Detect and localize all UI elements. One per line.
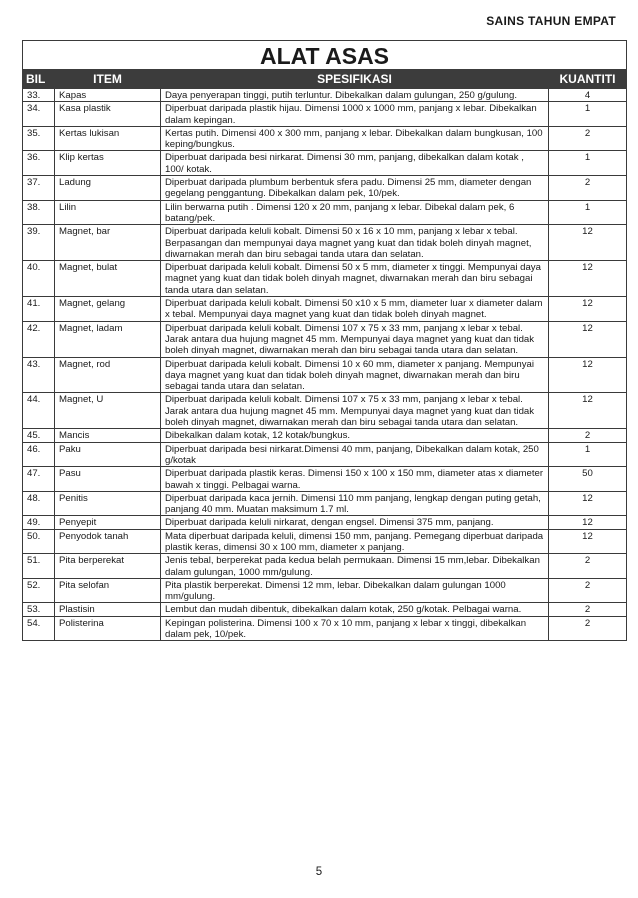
cell-qty: 12 (549, 491, 627, 516)
cell-item: Lilin (55, 200, 161, 225)
cell-qty: 2 (549, 554, 627, 579)
cell-bil: 38. (23, 200, 55, 225)
table-row (23, 603, 627, 616)
table-row (23, 429, 627, 442)
table-row (23, 261, 627, 297)
cell-qty: 2 (549, 126, 627, 151)
cell-qty: 1 (549, 151, 627, 176)
cell-item: Magnet, U (55, 393, 161, 429)
cell-qty: 12 (549, 516, 627, 529)
table-row (23, 467, 627, 492)
table-row (23, 126, 627, 151)
cell-qty: 4 (549, 89, 627, 102)
cell-qty: 2 (549, 603, 627, 616)
table-row (23, 357, 627, 393)
cell-spec: Diperbuat daripada plastik keras. Dimensi 150 x 100 x 150 mm, diameter atas x diameter bawah x tinggi. Pelbagai warna. (161, 467, 549, 492)
table-row (23, 529, 627, 554)
cell-qty: 12 (549, 393, 627, 429)
table-row (23, 321, 627, 357)
cell-qty: 1 (549, 200, 627, 225)
cell-item: Magnet, gelang (55, 297, 161, 322)
table-row (23, 102, 627, 127)
cell-item: Kasa plastik (55, 102, 161, 127)
cell-item: Kertas lukisan (55, 126, 161, 151)
cell-bil: 44. (23, 393, 55, 429)
cell-item: Mancis (55, 429, 161, 442)
cell-qty: 2 (549, 578, 627, 603)
cell-spec: Diperbuat daripada keluli kobalt. Dimensi 107 x 75 x 33 mm, panjang x lebar x tebal. Jarak antara dua hujung magnet 45 mm. Mempunyai daya magnet yang kuat dan tidak boleh dinyah magnet, diwarnakan merah dan biru sebagai tanda utara dan selatan. (161, 321, 549, 357)
column-header-qty: KUANTITI (549, 70, 627, 89)
cell-bil: 41. (23, 297, 55, 322)
cell-bil: 49. (23, 516, 55, 529)
cell-bil: 43. (23, 357, 55, 393)
cell-spec: Kertas putih. Dimensi 400 x 300 mm, panjang x lebar. Dibekalkan dalam bungkusan, 100 keping/bungkus. (161, 126, 549, 151)
cell-qty: 12 (549, 321, 627, 357)
table-row (23, 89, 627, 102)
table-row (23, 151, 627, 176)
cell-qty: 2 (549, 176, 627, 201)
cell-bil: 54. (23, 616, 55, 641)
cell-bil: 51. (23, 554, 55, 579)
cell-spec: Lilin berwarna putih . Dimensi 120 x 20 mm, panjang x lebar. Dibekal dalam pek, 6 batang/pek. (161, 200, 549, 225)
cell-spec: Pita plastik berperekat. Dimensi 12 mm, lebar. Dibekalkan dalam gulungan 1000 mm/gulung. (161, 578, 549, 603)
equipment-table (22, 40, 627, 641)
cell-item: Polisterina (55, 616, 161, 641)
cell-spec: Diperbuat daripada keluli kobalt. Dimensi 50 x 5 mm, diameter x tinggi. Mempunyai daya magnet yang kuat dan tidak boleh dinyah magnet, diwarnakan merah dan biru sebagai tanda utara dan selatan. (161, 261, 549, 297)
page-header-subject: SAINS TAHUN EMPAT (486, 14, 616, 28)
cell-item: Penyepit (55, 516, 161, 529)
cell-item: Magnet, bulat (55, 261, 161, 297)
cell-qty: 12 (549, 261, 627, 297)
table-row (23, 200, 627, 225)
cell-qty: 1 (549, 442, 627, 467)
table-row (23, 225, 627, 261)
cell-item: Magnet, rod (55, 357, 161, 393)
cell-spec: Diperbuat daripada keluli nirkarat, dengan engsel. Dimensi 375 mm, panjang. (161, 516, 549, 529)
table-row (23, 297, 627, 322)
cell-bil: 47. (23, 467, 55, 492)
cell-bil: 45. (23, 429, 55, 442)
table-row (23, 554, 627, 579)
cell-qty: 12 (549, 357, 627, 393)
column-header-spec: SPESIFIKASI (161, 70, 549, 89)
cell-spec: Diperbuat daripada plumbum berbentuk sfera padu. Dimensi 25 mm, diameter dengan gegelang penggantung. Dibekalkan dalam pek, 10/pek. (161, 176, 549, 201)
cell-item: Paku (55, 442, 161, 467)
cell-spec: Diperbuat daripada keluli kobalt. Dimensi 107 x 75 x 33 mm, panjang x lebar x tebal. Jarak antara dua hujung magnet 45 mm. Mempunyai daya magnet yang kuat dan tidak boleh dinyah magnet, diwarnakan merah dan biru sebagai tanda utara dan selatan. (161, 393, 549, 429)
cell-spec: Jenis tebal, berperekat pada kedua belah permukaan. Dimensi 15 mm,lebar. Dibekalkan dalam gulungan, 1000 mm/gulung. (161, 554, 549, 579)
cell-qty: 50 (549, 467, 627, 492)
cell-spec: Diperbuat daripada keluli kobalt. Dimensi 50 x10 x 5 mm, diameter luar x diameter dalam x tebal. Mempunyai daya magnet yang kuat dan tidak boleh dinyah magnet. (161, 297, 549, 322)
cell-spec: Diperbuat daripada besi nirkarat.Dimensi 40 mm, panjang, Dibekalkan dalam kotak, 250 g/kotak (161, 442, 549, 467)
cell-item: Ladung (55, 176, 161, 201)
table-row (23, 516, 627, 529)
cell-spec: Lembut dan mudah dibentuk, dibekalkan dalam kotak, 250 g/kotak. Pelbagai warna. (161, 603, 549, 616)
table-title: ALAT ASAS (23, 41, 627, 70)
cell-bil: 50. (23, 529, 55, 554)
cell-item: Pita selofan (55, 578, 161, 603)
cell-spec: Dibekalkan dalam kotak, 12 kotak/bungkus. (161, 429, 549, 442)
table-body (23, 89, 627, 641)
cell-bil: 42. (23, 321, 55, 357)
cell-bil: 35. (23, 126, 55, 151)
cell-bil: 39. (23, 225, 55, 261)
table-row (23, 176, 627, 201)
cell-spec: Diperbuat daripada keluli kobalt. Dimensi 10 x 60 mm, diameter x panjang. Mempunyai daya magnet yang kuat dan tidak boleh dinyah magnet, diwarnakan merah dan biru sebagai tanda utara dan selatan. (161, 357, 549, 393)
cell-spec: Diperbuat daripada keluli kobalt. Dimensi 50 x 16 x 10 mm, panjang x lebar x tebal. Berpasangan dan mempunyai daya magnet yang kuat dan tidak boleh dinyah magnet, diwarnakan merah dan biru sebagai tanda utara dan selatan. (161, 225, 549, 261)
cell-item: Magnet, bar (55, 225, 161, 261)
table-row (23, 442, 627, 467)
cell-item: Penitis (55, 491, 161, 516)
cell-spec: Diperbuat daripada plastik hijau. Dimensi 1000 x 1000 mm, panjang x lebar. Dibekalkan dalam kepingan. (161, 102, 549, 127)
cell-qty: 12 (549, 529, 627, 554)
cell-spec: Kepingan polisterina. Dimensi 100 x 70 x 10 mm, panjang x lebar x tinggi, dibekalkan dalam pek, 10/pek. (161, 616, 549, 641)
column-header-item: ITEM (55, 70, 161, 89)
cell-item: Magnet, ladam (55, 321, 161, 357)
cell-item: Penyodok tanah (55, 529, 161, 554)
cell-qty: 2 (549, 429, 627, 442)
cell-item: Pasu (55, 467, 161, 492)
cell-bil: 36. (23, 151, 55, 176)
cell-bil: 37. (23, 176, 55, 201)
page-number: 5 (315, 866, 323, 878)
table-header-row (23, 70, 627, 89)
cell-item: Pita berperekat (55, 554, 161, 579)
cell-bil: 33. (23, 89, 55, 102)
cell-qty: 1 (549, 102, 627, 127)
cell-qty: 2 (549, 616, 627, 641)
table-row (23, 491, 627, 516)
cell-bil: 52. (23, 578, 55, 603)
table-row (23, 616, 627, 641)
cell-item: Kapas (55, 89, 161, 102)
cell-item: Klip kertas (55, 151, 161, 176)
cell-bil: 34. (23, 102, 55, 127)
cell-spec: Diperbuat daripada besi nirkarat. Dimensi 30 mm, panjang, dibekalkan dalam kotak , 100/ kotak. (161, 151, 549, 176)
cell-item: Plastisin (55, 603, 161, 616)
cell-spec: Diperbuat daripada kaca jernih. Dimensi 110 mm panjang, lengkap dengan puting getah, panjang 40 mm. Muatan maksimum 1.7 ml. (161, 491, 549, 516)
cell-bil: 40. (23, 261, 55, 297)
cell-bil: 46. (23, 442, 55, 467)
cell-qty: 12 (549, 225, 627, 261)
cell-spec: Daya penyerapan tinggi, putih terluntur. Dibekalkan dalam gulungan, 250 g/gulung. (161, 89, 549, 102)
column-header-bil: BIL (23, 70, 55, 89)
cell-spec: Mata diperbuat daripada keluli, dimensi 150 mm, panjang. Pemegang diperbuat daripada plastik keras, dimensi 30 x 100 mm, diameter x panjang. (161, 529, 549, 554)
table-row (23, 578, 627, 603)
cell-bil: 53. (23, 603, 55, 616)
cell-bil: 48. (23, 491, 55, 516)
table-row (23, 393, 627, 429)
cell-qty: 12 (549, 297, 627, 322)
